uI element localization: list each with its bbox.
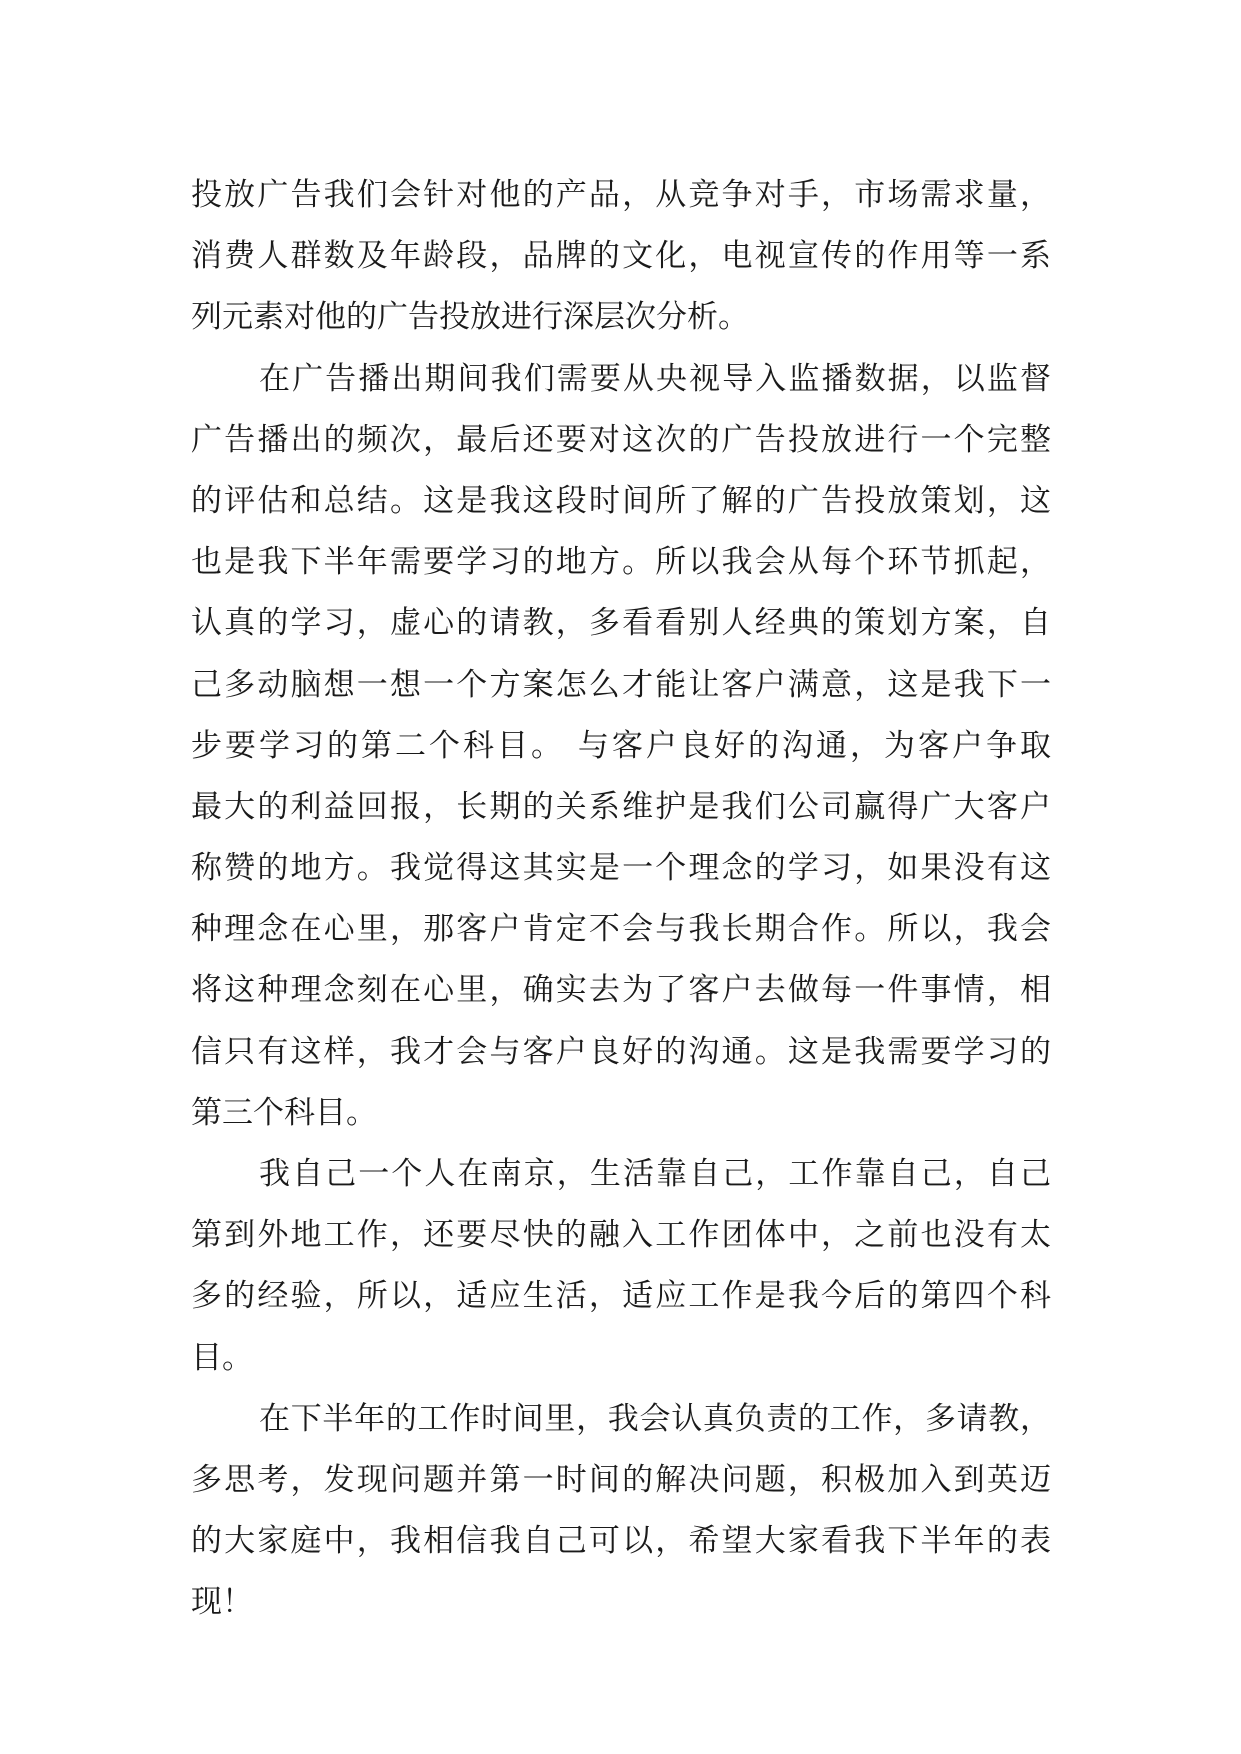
text-line: 消费人群数及年龄段，品牌的文化，电视宣传的作用等一系 <box>191 238 1051 275</box>
text-line: 第三个科目。 <box>191 1094 377 1131</box>
text-line: 将这种理念刻在心里，确实去为了客户去做每一件事情，相 <box>191 972 1051 1009</box>
text-line: 的大家庭中，我相信我自己可以，希望大家看我下半年的表 <box>191 1523 1051 1560</box>
text-line: 步要学习的第二个科目。 与客户良好的沟通，为客户争取 <box>191 727 1051 764</box>
text-line: 目。 <box>191 1339 253 1376</box>
text-line: 现！ <box>191 1584 253 1621</box>
text-line: 也是我下半年需要学习的地方。所以我会从每个环节抓起， <box>191 544 1051 581</box>
text-line: 己多动脑想一想一个方案怎么才能让客户满意，这是我下一 <box>191 666 1051 703</box>
text-line: 列元素对他的广告投放进行深层次分析。 <box>191 299 749 336</box>
text-line: 的评估和总结。这是我这段时间所了解的广告投放策划，这 <box>191 482 1051 519</box>
paragraph-4 <box>191 1389 1051 1634</box>
text-line: 多的经验，所以，适应生活，适应工作是我今后的第四个科 <box>191 1278 1051 1315</box>
text-line: 最大的利益回报，长期的关系维护是我们公司赢得广大客户 <box>191 788 1051 825</box>
text-line: 多思考，发现问题并第一时间的解决问题，积极加入到英迈 <box>191 1461 1051 1498</box>
text-line: 我自己一个人在南京，生活靠自己，工作靠自己，自己 <box>259 1156 1051 1192</box>
paragraph-1 <box>191 165 1051 349</box>
text-line: 在广告播出期间我们需要从央视导入监播数据，以监督 <box>259 360 1051 397</box>
text-line: 第到外地工作，还要尽快的融入工作团体中，之前也没有太 <box>191 1217 1051 1254</box>
text-line: 称赞的地方。我觉得这其实是一个理念的学习，如果没有这 <box>191 850 1051 887</box>
paragraph-3 <box>191 1144 1051 1389</box>
text-line: 在下半年的工作时间里，我会认真负责的工作，多请教， <box>259 1400 1051 1437</box>
text-line: 广告播出的频次，最后还要对这次的广告投放进行一个完整 <box>191 421 1051 458</box>
paragraph-2 <box>191 349 1051 1144</box>
document-body <box>191 165 1051 1634</box>
text-line: 认真的学习，虚心的请教，多看看别人经典的策划方案，自 <box>191 605 1051 642</box>
text-line: 种理念在心里，那客户肯定不会与我长期合作。所以，我会 <box>191 911 1051 948</box>
text-line: 投放广告我们会针对他的产品，从竞争对手，市场需求量， <box>191 177 1051 213</box>
text-line: 信只有这样，我才会与客户良好的沟通。这是我需要学习的 <box>191 1033 1051 1070</box>
